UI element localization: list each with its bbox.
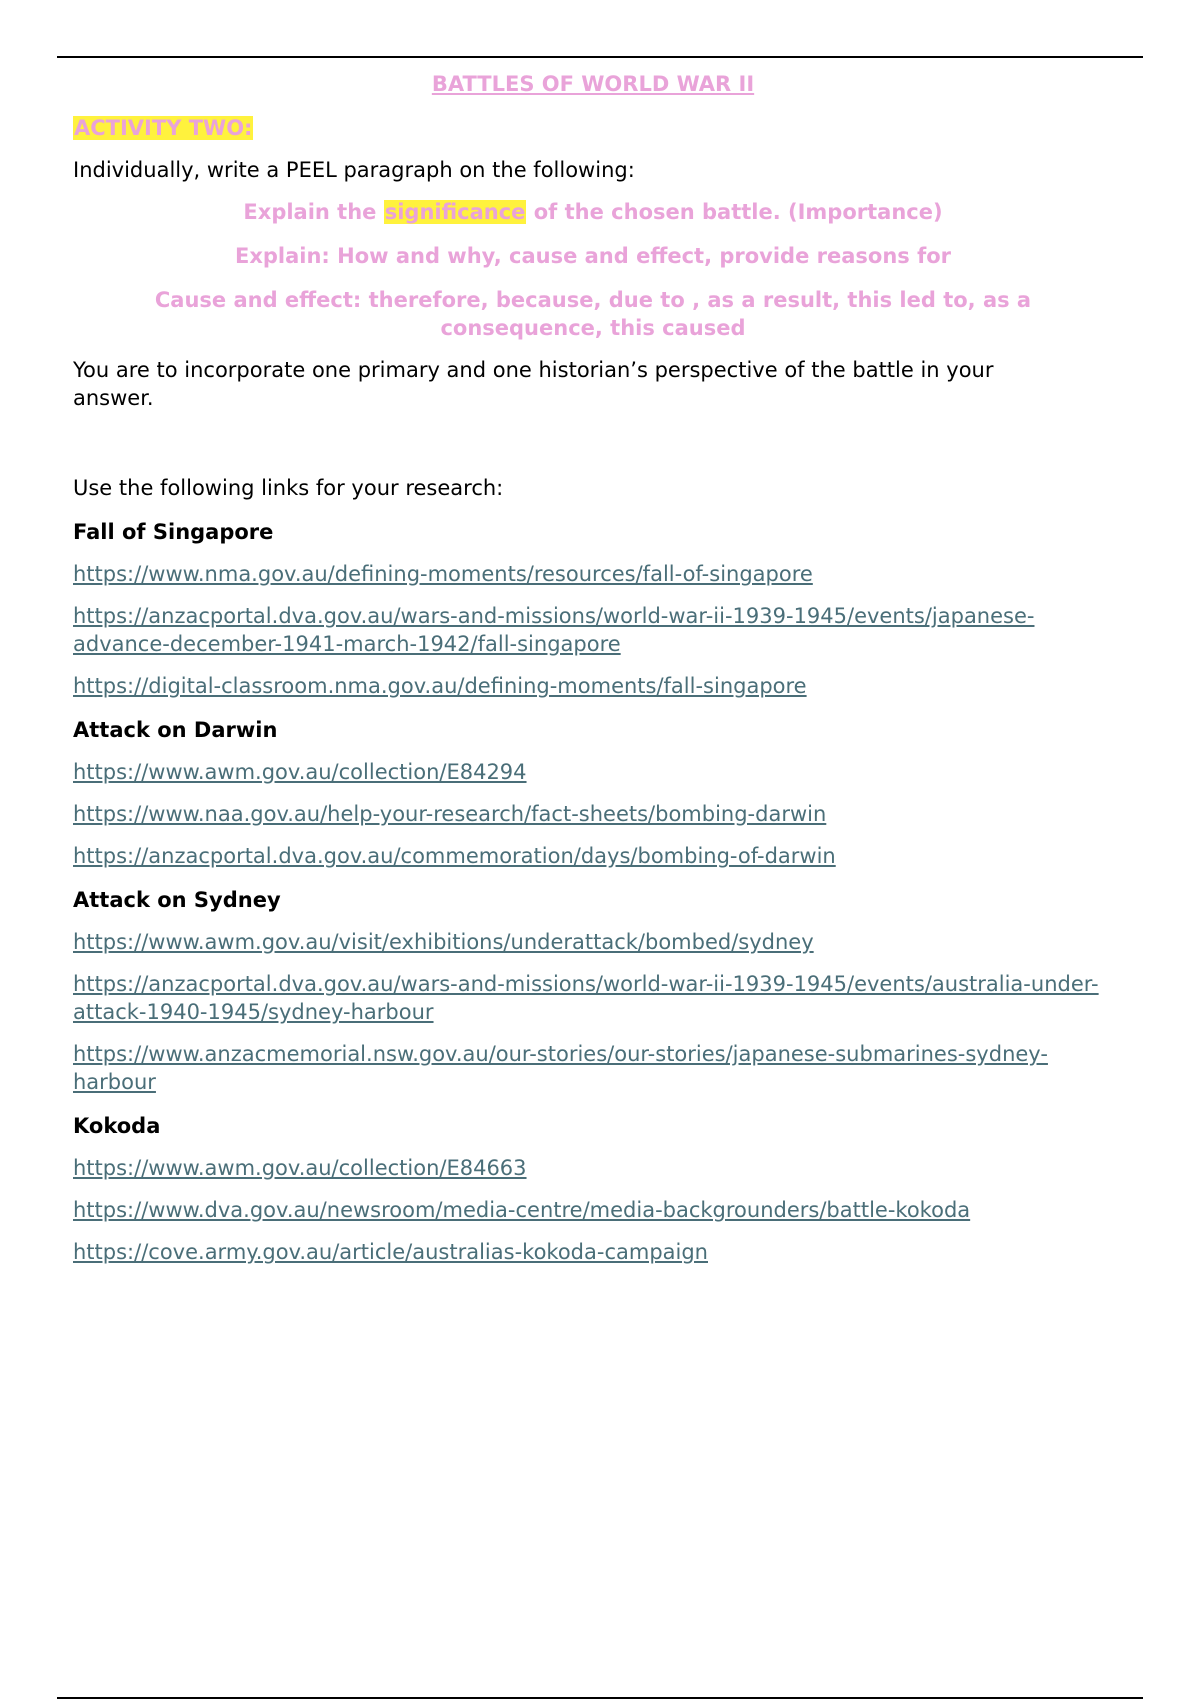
activity-label-text: ACTIVITY TWO: <box>74 116 253 140</box>
document-title: BATTLES OF WORLD WAR II <box>431 72 755 96</box>
section-fall-of-singapore <box>73 518 1113 700</box>
activity-label <box>73 114 1113 142</box>
section-attack-on-sydney <box>73 886 1113 1096</box>
research-link[interactable]: https://cove.army.gov.au/article/australias-kokoda-campaign <box>73 1240 708 1264</box>
research-link[interactable]: https://digital-classroom.nma.gov.au/defining-moments/fall-singapore <box>73 674 807 698</box>
cause-effect-line: Cause and effect: therefore, because, due to , as a result, this led to, as a consequence, this caused <box>154 288 1032 340</box>
prompt-before: Explain the <box>243 200 384 224</box>
prompt-after: of the chosen battle. (Importance) <box>526 200 943 224</box>
section-heading: Attack on Darwin <box>73 718 278 742</box>
research-link[interactable]: https://www.awm.gov.au/visit/exhibitions/underattack/bombed/sydney <box>73 930 814 954</box>
explain-line: Explain: How and why, cause and effect, provide reasons for <box>234 244 952 268</box>
prompt-highlight: significance <box>384 200 526 224</box>
research-link[interactable]: https://www.awm.gov.au/collection/E84294 <box>73 760 527 784</box>
research-link[interactable]: https://www.naa.gov.au/help-your-research/fact-sheets/bombing-darwin <box>73 802 827 826</box>
research-link[interactable]: https://anzacportal.dva.gov.au/wars-and-missions/world-war-ii-1939-1945/events/australia-under-attack-1940-1945/sydney-harbour <box>73 972 1099 1024</box>
instruction-text: Individually, write a PEEL paragraph on the following: <box>73 158 635 182</box>
document-body <box>73 70 1113 1266</box>
research-link[interactable]: https://anzacportal.dva.gov.au/wars-and-missions/world-war-ii-1939-1945/events/japanese-advance-december-1941-march-1942/fall-singapore <box>73 604 1035 656</box>
section-heading: Attack on Sydney <box>73 888 281 912</box>
section-kokoda <box>73 1112 1113 1266</box>
use-links-text: Use the following links for your research: <box>73 476 504 500</box>
research-link[interactable]: https://www.dva.gov.au/newsroom/media-centre/media-backgrounders/battle-kokoda <box>73 1198 971 1222</box>
research-link[interactable]: https://anzacportal.dva.gov.au/commemoration/days/bombing-of-darwin <box>73 844 836 868</box>
footer-rule <box>57 1697 1143 1699</box>
header-rule <box>57 56 1143 58</box>
section-attack-on-darwin <box>73 716 1113 870</box>
research-link[interactable]: https://www.nma.gov.au/defining-moments/resources/fall-of-singapore <box>73 562 813 586</box>
section-heading: Kokoda <box>73 1114 161 1138</box>
incorporate-text: You are to incorporate one primary and one historian’s perspective of the battle in your answer. <box>73 358 994 410</box>
research-link[interactable]: https://www.anzacmemorial.nsw.gov.au/our-stories/our-stories/japanese-submarines-sydney-harbour <box>73 1042 1048 1094</box>
significance-prompt <box>73 198 1113 226</box>
research-link[interactable]: https://www.awm.gov.au/collection/E84663 <box>73 1156 527 1180</box>
section-heading: Fall of Singapore <box>73 520 274 544</box>
